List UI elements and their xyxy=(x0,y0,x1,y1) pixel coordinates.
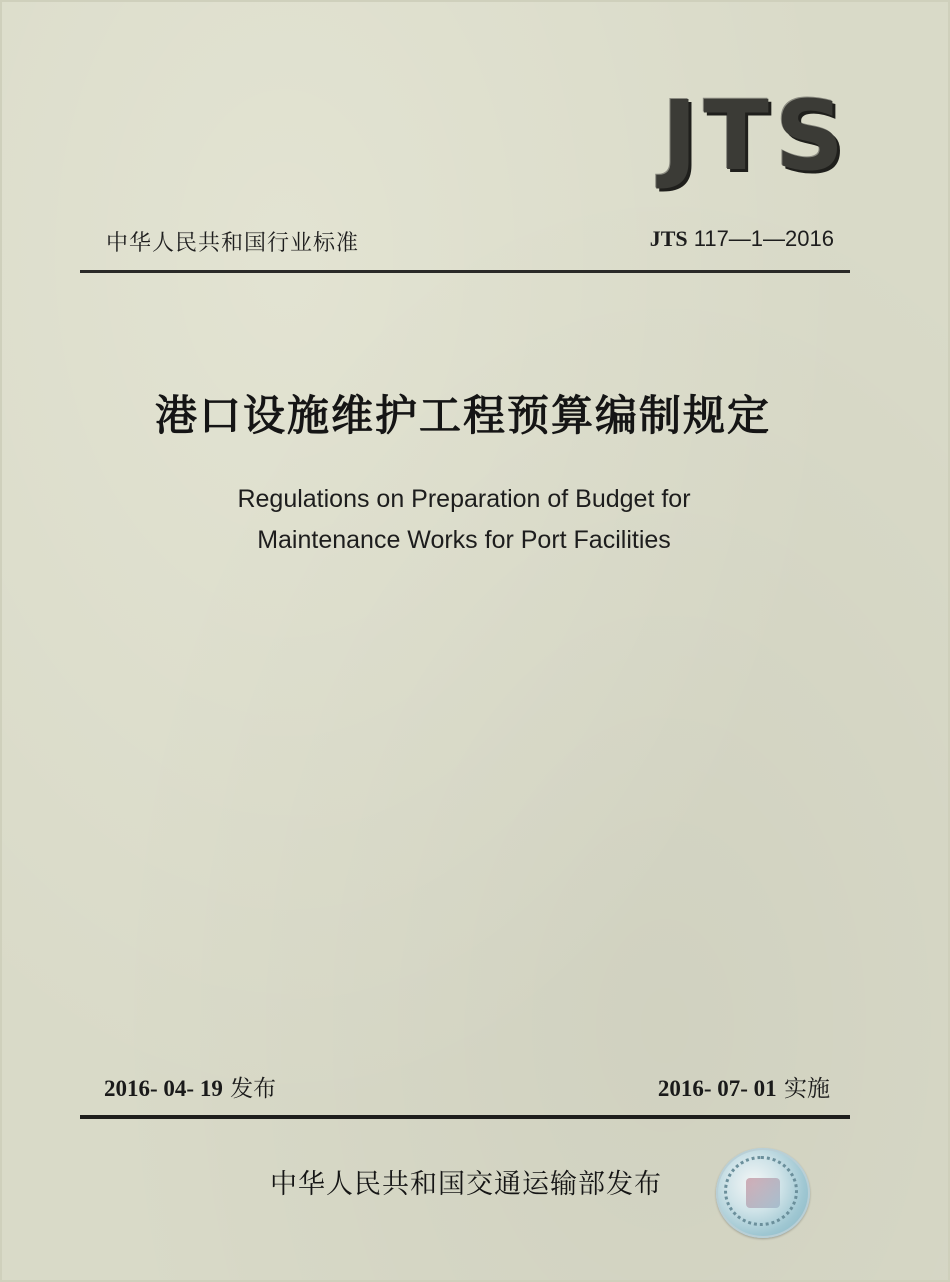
top-divider xyxy=(80,270,850,273)
standard-number-rest: 117—1—2016 xyxy=(687,226,834,251)
document-title-en-line1: Regulations on Preparation of Budget for xyxy=(237,485,691,513)
standard-number xyxy=(650,226,834,252)
document-title-en-line2: Maintenance Works for Port Facilities xyxy=(257,526,671,554)
anti-counterfeit-hologram-seal-icon xyxy=(716,1148,810,1238)
bottom-divider xyxy=(80,1115,850,1119)
standard-series-label: 中华人民共和国行业标准 xyxy=(106,231,360,256)
effective-date-value: 2016- 07- 01 xyxy=(657,1076,777,1101)
jts-logo: JTS xyxy=(661,80,850,192)
issue-date-value: 2016- 04- 19 xyxy=(104,1076,223,1101)
standard-number-prefix: JTS xyxy=(649,226,688,251)
effective-date-label: 实施 xyxy=(776,1076,830,1102)
effective-date xyxy=(658,1070,830,1103)
issue-date xyxy=(104,1070,276,1103)
publisher: 中华人民共和国交通运输部发布 xyxy=(270,1169,662,1200)
issue-date-label: 发布 xyxy=(222,1076,277,1102)
hologram-emblem xyxy=(746,1178,780,1208)
document-title-cn: 港口设施维护工程预算编制规定 xyxy=(154,391,771,440)
